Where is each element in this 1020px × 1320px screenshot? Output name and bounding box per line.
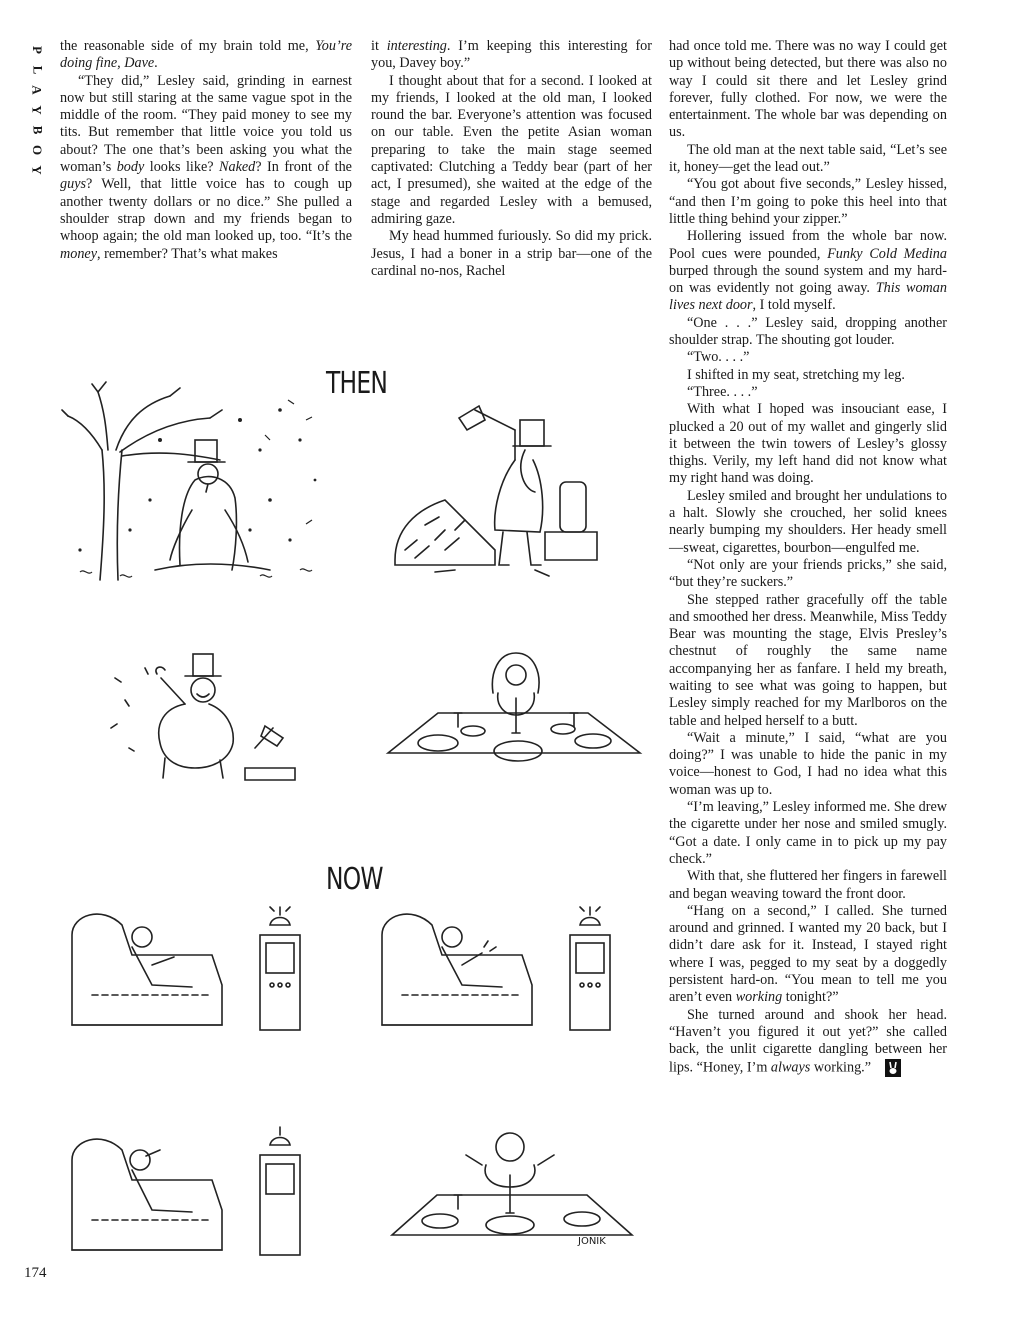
masthead-letter: Y: [29, 105, 45, 115]
rabbit-head-icon: [885, 1059, 901, 1077]
paragraph: My head hummed furiously. So did my prick. Jesus, I had a boner in a strip bar—one of the cardinal no-nos, Rachel: [371, 228, 652, 279]
text-column-1: [60, 38, 352, 263]
paragraph: “Not only are your friends pricks,” she said, “but they’re suckers.”: [669, 556, 947, 591]
cartoon-then-label: THEN: [326, 366, 388, 401]
paragraph: “They did,” Lesley said, grinding in earnest now but still staring at the same vague spot in the middle of the room. “They paid money to see my tits. But remember that little voice you told us about? The one that’s been asking you what the woman’s body looks like? Naked? In front of the guys? Well, that little voice has to cough up another twenty dollars or no dice.” She pulled a shoulder strap down and my friends began to whoop again; the old man looked up, too. “It’s the money, remember? That’s what makes: [60, 72, 352, 262]
paragraph: had once told me. There was no way I could get up without being detected, but there was also no way I could sit there and let Lesley grind forever, fully clothed. For now, we were the entertainment. The whole bar was depending on us.: [669, 38, 947, 141]
masthead-letter: Y: [29, 165, 45, 175]
paragraph: Lesley smiled and brought her undulations to a halt. Slowly she crouched, her solid knees nearly bumping my shoulders. Her heady smell—sweat, cigarettes, bourbon—engulfed me.: [669, 487, 947, 556]
cartoon-panel-leaves: [60, 380, 330, 585]
text-column-3: [669, 38, 947, 1077]
paragraph: the reasonable side of my brain told me, You’re doing fine, Dave.: [60, 38, 352, 72]
cartoon-panel-feast: [378, 643, 648, 793]
paragraph: “I’m leaving,” Lesley informed me. She drew the cigarette under her nose and smiled smugly. “Got a date. I only came in to pick up my pay check.”: [669, 799, 948, 867]
cartoon-panel-chopping: [375, 400, 645, 585]
masthead-letter: O: [30, 144, 45, 156]
text-column-2: [371, 38, 652, 280]
paragraph: “Two. . . .”: [687, 349, 750, 366]
paragraph: I shifted in my seat, stretching my leg.: [687, 366, 905, 383]
paragraph: “You got about five seconds,” Lesley hissed, “and then I’m going to poke this heel into that little thing behind your zipper.”: [669, 176, 947, 227]
masthead-letter: B: [29, 125, 45, 135]
paragraph: The old man at the next table said, “Let’s see it, honey—get the lead out.”: [669, 141, 947, 176]
cartoon-panel-tv-3: [62, 1120, 332, 1260]
paragraph: She turned around and shook her head. “Haven’t you figured it out yet?” she called back, the unlit cigarette dangling between her lips. “Honey, I’m always working.”: [669, 1006, 947, 1075]
paragraph: With that, she fluttered her fingers in farewell and began weaving toward the front door.: [669, 868, 947, 902]
masthead-letter: P: [29, 46, 45, 54]
cartoon-now-label: NOW: [326, 862, 383, 897]
cartoon-panel-tv-1: [62, 895, 332, 1035]
masthead-letter: A: [29, 85, 45, 95]
paragraph: “Three. . . .”: [687, 383, 758, 400]
paragraph: “One . . .” Lesley said, dropping another shoulder strap. The shouting got louder.: [669, 314, 947, 349]
paragraph: it interesting. I’m keeping this interesting for you, Davey boy.”: [371, 38, 652, 72]
masthead: [26, 40, 48, 180]
cartoon-panel-raking: [105, 648, 325, 788]
paragraph: I thought about that for a second. I looked at my friends, I looked at the old man, I looked round the bar. Everyone’s attention was focused on our table. Even the petite Asian woman preparing to take the main stage seemed captivated: Clutching a Teddy bear (part of her act, I presumed), she waited at the edge of the stage and regarded Lesley with a bemused, admiring gaze.: [371, 72, 652, 227]
paragraph: “Hang on a second,” I called. She turned around and grinned. I wanted my 20 back, but I didn’t dare ask for it. Instead, I stayed right where I was, pegged to my seat by a doggedly persistent hard-on. “You mean to tell me you aren’t even working tonight?”: [669, 902, 947, 1006]
paragraph: “Wait a minute,” I said, “what are you doing?” I was unable to hide the panic in my voice—honest to God, I had no idea what this woman was up to.: [669, 729, 947, 798]
cartoonist-signature: JONIK: [578, 1236, 606, 1247]
paragraph: With what I hoped was insouciant ease, I plucked a 20 out of my wallet and gingerly slid it between the twin towers of Lesley’s glossy thighs. Verily, my left hand did not know what my right hand was doing.: [669, 401, 947, 487]
masthead-letter: L: [29, 65, 45, 75]
paragraph: She stepped rather gracefully off the table and smoothed her dress. Meanwhile, Miss Teddy Bear was mounting the stage, Elvis Presley’s chestnut of roughly the same name accompanying her as fanfare. I held my breath, waiting to see what was going to happen, but Lesley simply reached for my Marlboros on the table and helped herself to a butt.: [669, 591, 947, 729]
cartoon-panel-tv-2: [372, 895, 642, 1035]
page-number: 174: [24, 1265, 47, 1281]
paragraph: Hollering issued from the whole bar now. Pool cues were pounded, Funky Cold Medina burped through the sound system and my hard-on was evidently not going away. This woman lives next door, I told myself.: [669, 228, 947, 314]
